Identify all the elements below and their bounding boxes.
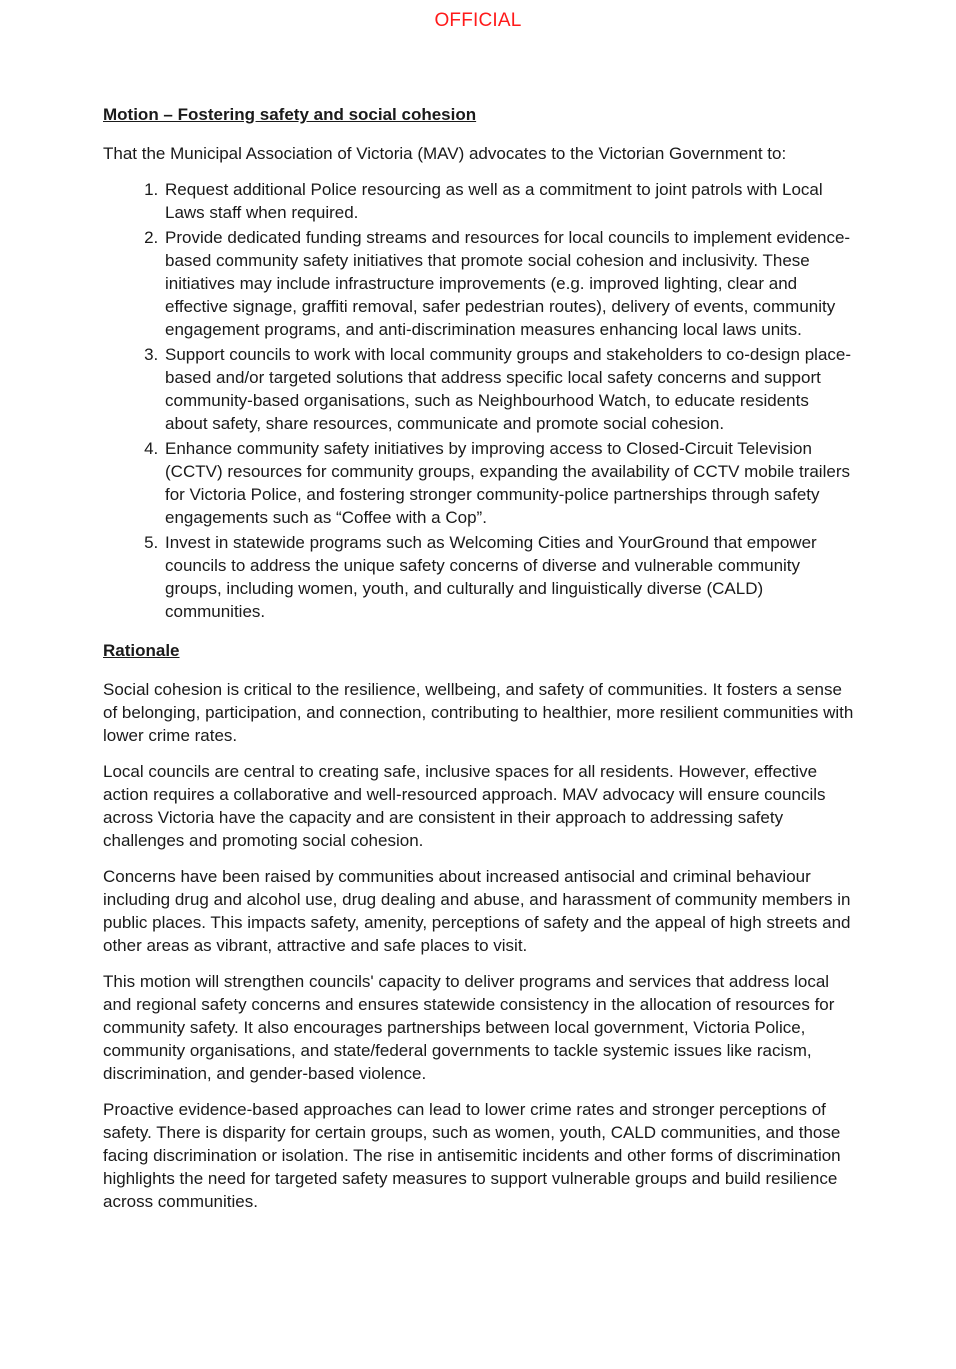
rationale-paragraph-2: Local councils are central to creating safe, inclusive spaces for all residents. However, effective action requires a collaborative and well-resourced approach. MAV advocacy will ensure councils across Victoria have the capacity and are consistent in their approach to addressing safety challenges and promoting social cohesion. (103, 762, 826, 850)
motion-heading: Motion – Fostering safety and social cohesion (103, 105, 477, 124)
rationale-paragraph-5: Proactive evidence-based approaches can lead to lower crime rates and stronger perceptions of safety. There is disparity for certain groups, such as women, youth, CALD communities, and those facing discrimination or isolation. The rise in antisemitic incidents and other forms of discrimination highlights the need for targeted safety measures to support vulnerable groups and build resilience across communities. (103, 1100, 841, 1211)
motion-intro: That the Municipal Association of Victoria (MAV) advocates to the Victorian Government to: (103, 144, 787, 163)
classification-banner: OFFICIAL (434, 10, 522, 31)
rationale-paragraph-3: Concerns have been raised by communities about increased antisocial and criminal behaviour including drug and alcohol use, drug dealing and abuse, and harassment of community members in public places. This impacts safety, amenity, perceptions of safety and the appeal of high streets and other areas as vibrant, attractive and safe places to visit. (103, 867, 851, 955)
rationale-heading: Rationale (103, 641, 180, 660)
motion-item-2: 2. Provide dedicated funding streams and resources for local councils to implement evidence-based community safety initiatives that promote social cohesion and inclusivity. These initiatives may include infrastructure improvements (e.g. improved lighting, clear and effective signage, graffiti removal, safer pedestrian routes), delivery of events, community engagement programs, and anti-discrimination measures enhancing local laws units. (163, 226, 856, 341)
motion-list (103, 178, 856, 623)
motion-item-5: 5. Invest in statewide programs such as Welcoming Cities and YourGround that empower councils to address the unique safety concerns of diverse and vulnerable community groups, including women, youth, and culturally and linguistically diverse (CALD) communities. (163, 531, 856, 623)
rationale-paragraph-1: Social cohesion is critical to the resilience, wellbeing, and safety of communities. It fosters a sense of belonging, participation, and connection, contributing to healthier, more resilient communities with lower crime rates. (103, 680, 854, 745)
motion-item-4: 4. Enhance community safety initiatives by improving access to Closed-Circuit Television (CCTV) resources for community groups, expanding the availability of CCTV mobile trailers for Victoria Police, and fostering stronger community-police partnerships through safety engagements such as “Coffee with a Cop”. (163, 437, 856, 529)
motion-item-1: 1. Request additional Police resourcing as well as a commitment to joint patrols with Local Laws staff when required. (163, 178, 856, 224)
motion-item-3: 3. Support councils to work with local community groups and stakeholders to co-design place-based and/or targeted solutions that address specific local safety concerns and support community-based organisations, such as Neighbourhood Watch, to educate residents about safety, share resources, communicate and promote social cohesion. (163, 343, 856, 435)
rationale-paragraph-4: This motion will strengthen councils' capacity to deliver programs and services that address local and regional safety concerns and ensures statewide consistency in the allocation of resources for community safety. It also encourages partnerships between local government, Victoria Police, community organisations, and state/federal governments to tackle systemic issues like racism, discrimination, and gender-based violence. (103, 972, 835, 1083)
document-content (0, 103, 956, 1213)
